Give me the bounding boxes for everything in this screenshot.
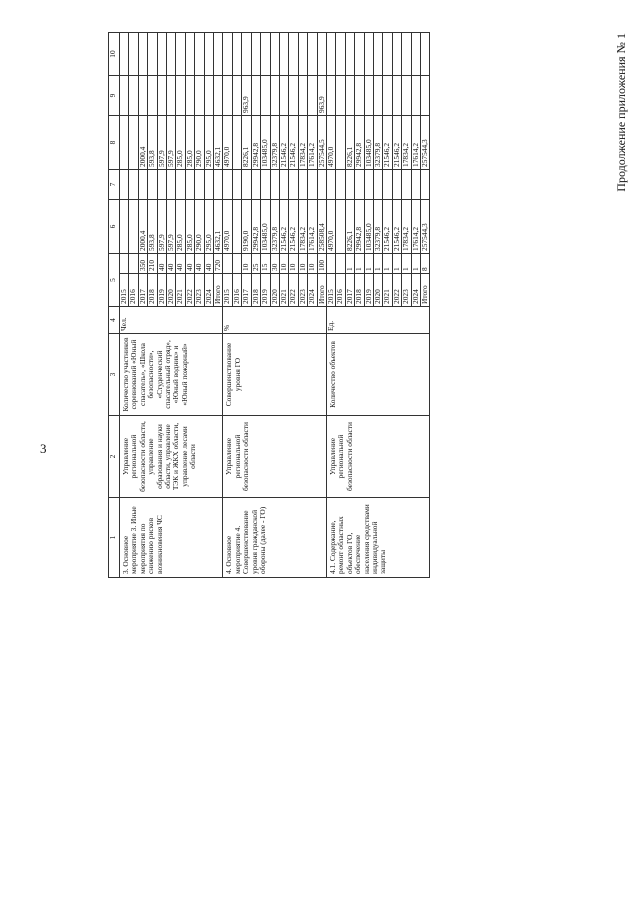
col10-value-cell bbox=[251, 32, 260, 75]
col10-value-cell bbox=[270, 32, 279, 75]
col8-value-cell: 32379,8 bbox=[270, 115, 279, 169]
table-row bbox=[223, 32, 232, 577]
unit-cell: Чел. bbox=[120, 307, 223, 334]
executor-cell: Управление региональной безопасности области bbox=[223, 416, 326, 498]
col10-value-cell bbox=[185, 32, 194, 75]
col10-value-cell bbox=[317, 32, 326, 75]
quantity-cell: 350 bbox=[138, 253, 147, 273]
indicator-cell: Количество участников соревнований «Юный спасатель», «Школа безопасности», «Студенческий спасательный отряд», «Юный водник» и «Юный пожарный» bbox=[120, 334, 223, 416]
quantity-cell: 1 bbox=[392, 253, 401, 273]
header-col-1: 1 bbox=[109, 498, 120, 578]
col6-value-cell: 4970,0 bbox=[326, 199, 335, 253]
col7-value-cell bbox=[157, 169, 166, 199]
table-row bbox=[326, 32, 335, 577]
col7-value-cell bbox=[345, 169, 354, 199]
col7-value-cell bbox=[242, 169, 251, 199]
col7-value-cell bbox=[383, 169, 392, 199]
col10-value-cell bbox=[242, 32, 251, 75]
col6-value-cell: 597,9 bbox=[167, 199, 176, 253]
col8-value-cell: 21546,2 bbox=[383, 115, 392, 169]
col8-value-cell: 295,0 bbox=[204, 115, 213, 169]
year-cell: 2017 bbox=[138, 274, 147, 307]
col6-value-cell: 4970,0 bbox=[223, 199, 232, 253]
col10-value-cell bbox=[383, 32, 392, 75]
col10-value-cell bbox=[204, 32, 213, 75]
col8-value-cell: 103485,0 bbox=[261, 115, 270, 169]
col7-value-cell bbox=[355, 169, 364, 199]
col9-value-cell bbox=[138, 75, 147, 115]
col9-value-cell bbox=[298, 75, 307, 115]
col7-value-cell bbox=[232, 169, 241, 199]
col8-value-cell: 29942,8 bbox=[251, 115, 260, 169]
year-cell: 2019 bbox=[157, 274, 166, 307]
col6-value-cell bbox=[336, 199, 345, 253]
quantity-cell: 40 bbox=[157, 253, 166, 273]
col8-value-cell: 21546,2 bbox=[279, 115, 288, 169]
table-body bbox=[120, 32, 430, 577]
quantity-cell bbox=[223, 253, 232, 273]
col6-value-cell: 103485,0 bbox=[261, 199, 270, 253]
col7-value-cell bbox=[326, 169, 335, 199]
col8-value-cell: 257544,3 bbox=[421, 115, 430, 169]
header-col-8: 8 bbox=[109, 115, 120, 169]
col8-value-cell: 8226,1 bbox=[242, 115, 251, 169]
col10-value-cell bbox=[279, 32, 288, 75]
col9-value-cell bbox=[411, 75, 420, 115]
executor-cell: Управление региональной безопасности области, управление образования и науки области, управление ТЭК и ЖКХ области, управление лесами области bbox=[120, 416, 223, 498]
quantity-cell: 40 bbox=[176, 253, 185, 273]
col6-value-cell: 593,8 bbox=[148, 199, 157, 253]
col9-value-cell bbox=[195, 75, 204, 115]
col8-value-cell: 8226,1 bbox=[345, 115, 354, 169]
year-cell: 2022 bbox=[289, 274, 298, 307]
quantity-cell: 210 bbox=[148, 253, 157, 273]
col6-value-cell: 17834,2 bbox=[402, 199, 411, 253]
col7-value-cell bbox=[148, 169, 157, 199]
col10-value-cell bbox=[261, 32, 270, 75]
col7-value-cell bbox=[270, 169, 279, 199]
col10-value-cell bbox=[167, 32, 176, 75]
col7-value-cell bbox=[167, 169, 176, 199]
quantity-cell: 1 bbox=[345, 253, 354, 273]
year-cell: 2016 bbox=[129, 274, 138, 307]
col10-value-cell bbox=[336, 32, 345, 75]
year-cell: 2019 bbox=[364, 274, 373, 307]
col9-value-cell bbox=[148, 75, 157, 115]
quantity-cell: 25 bbox=[251, 253, 260, 273]
year-cell: 2020 bbox=[270, 274, 279, 307]
col6-value-cell: 285,0 bbox=[176, 199, 185, 253]
year-cell: 2015 bbox=[120, 274, 129, 307]
col9-value-cell bbox=[364, 75, 373, 115]
year-cell: Итого bbox=[214, 274, 223, 307]
header-col-4: 4 bbox=[109, 307, 120, 334]
col10-value-cell bbox=[421, 32, 430, 75]
col9-value-cell bbox=[289, 75, 298, 115]
year-cell: 2020 bbox=[167, 274, 176, 307]
year-cell: 2017 bbox=[242, 274, 251, 307]
col9-value-cell bbox=[223, 75, 232, 115]
year-cell: 2018 bbox=[355, 274, 364, 307]
col6-value-cell: 21546,2 bbox=[392, 199, 401, 253]
col10-value-cell bbox=[129, 32, 138, 75]
col7-value-cell bbox=[195, 169, 204, 199]
col7-value-cell bbox=[185, 169, 194, 199]
col8-value-cell: 257544,5 bbox=[317, 115, 326, 169]
col6-value-cell: 32379,8 bbox=[373, 199, 382, 253]
col8-value-cell: 17834,2 bbox=[402, 115, 411, 169]
unit-cell: Ед. bbox=[326, 307, 429, 334]
measure-name-cell: 3. Основное мероприятие 3. Иные мероприятия по снижению рисков возникновения ЧС bbox=[120, 498, 223, 578]
col8-value-cell: 290,0 bbox=[195, 115, 204, 169]
col6-value-cell: 285,0 bbox=[185, 199, 194, 253]
year-cell: 2015 bbox=[223, 274, 232, 307]
header-col-2: 2 bbox=[109, 416, 120, 498]
col8-value-cell: 597,9 bbox=[167, 115, 176, 169]
indicator-cell: Совершенствование уровня ГО bbox=[223, 334, 326, 416]
table-row bbox=[120, 32, 129, 577]
col6-value-cell: 290,0 bbox=[195, 199, 204, 253]
quantity-cell: 10 bbox=[279, 253, 288, 273]
quantity-cell: 1 bbox=[411, 253, 420, 273]
col10-value-cell bbox=[326, 32, 335, 75]
col9-value-cell bbox=[326, 75, 335, 115]
col6-value-cell: 21546,2 bbox=[383, 199, 392, 253]
year-cell: 2021 bbox=[383, 274, 392, 307]
executor-cell: Управление региональной безопасности области bbox=[326, 416, 429, 498]
col10-value-cell bbox=[411, 32, 420, 75]
col9-value-cell: 963,9 bbox=[242, 75, 251, 115]
year-cell: 2022 bbox=[392, 274, 401, 307]
col9-value-cell bbox=[185, 75, 194, 115]
col9-value-cell bbox=[214, 75, 223, 115]
col7-value-cell bbox=[411, 169, 420, 199]
col9-value-cell bbox=[167, 75, 176, 115]
year-cell: 2023 bbox=[402, 274, 411, 307]
col6-value-cell: 21546,2 bbox=[289, 199, 298, 253]
quantity-cell: 8 bbox=[421, 253, 430, 273]
quantity-cell: 1 bbox=[402, 253, 411, 273]
year-cell: 2015 bbox=[326, 274, 335, 307]
col10-value-cell bbox=[364, 32, 373, 75]
col8-value-cell: 17614,2 bbox=[308, 115, 317, 169]
col10-value-cell bbox=[176, 32, 185, 75]
header-col-9: 9 bbox=[109, 75, 120, 115]
col7-value-cell bbox=[129, 169, 138, 199]
quantity-cell: 1 bbox=[364, 253, 373, 273]
header-col-6: 6 bbox=[109, 199, 120, 253]
col10-value-cell bbox=[402, 32, 411, 75]
quantity-cell bbox=[326, 253, 335, 273]
col10-value-cell bbox=[214, 32, 223, 75]
col8-value-cell: 4632,1 bbox=[214, 115, 223, 169]
col7-value-cell bbox=[317, 169, 326, 199]
col6-value-cell: 17614,2 bbox=[308, 199, 317, 253]
year-cell: 2016 bbox=[336, 274, 345, 307]
col6-value-cell: 258508,4 bbox=[317, 199, 326, 253]
year-cell: 2022 bbox=[185, 274, 194, 307]
quantity-cell: 40 bbox=[167, 253, 176, 273]
col8-value-cell: 17614,2 bbox=[411, 115, 420, 169]
col9-value-cell bbox=[383, 75, 392, 115]
table-header-row bbox=[109, 32, 120, 577]
col7-value-cell bbox=[214, 169, 223, 199]
year-cell: 2023 bbox=[298, 274, 307, 307]
col9-value-cell bbox=[355, 75, 364, 115]
col9-value-cell bbox=[204, 75, 213, 115]
year-cell: 2020 bbox=[373, 274, 382, 307]
indicator-cell: Количество объектов bbox=[326, 334, 429, 416]
year-cell: 2024 bbox=[308, 274, 317, 307]
col6-value-cell: 103485,0 bbox=[364, 199, 373, 253]
col8-value-cell: 21546,2 bbox=[289, 115, 298, 169]
year-cell: 2024 bbox=[411, 274, 420, 307]
quantity-cell: 10 bbox=[308, 253, 317, 273]
col6-value-cell: 29942,8 bbox=[251, 199, 260, 253]
col6-value-cell: 32379,8 bbox=[270, 199, 279, 253]
col9-value-cell bbox=[176, 75, 185, 115]
col7-value-cell bbox=[336, 169, 345, 199]
col9-value-cell bbox=[345, 75, 354, 115]
quantity-cell bbox=[129, 253, 138, 273]
col7-value-cell bbox=[223, 169, 232, 199]
col8-value-cell: 29942,8 bbox=[355, 115, 364, 169]
col10-value-cell bbox=[298, 32, 307, 75]
col7-value-cell bbox=[402, 169, 411, 199]
col9-value-cell bbox=[270, 75, 279, 115]
col10-value-cell bbox=[120, 32, 129, 75]
col7-value-cell bbox=[308, 169, 317, 199]
quantity-cell bbox=[336, 253, 345, 273]
col7-value-cell bbox=[373, 169, 382, 199]
col7-value-cell bbox=[298, 169, 307, 199]
col6-value-cell: 4632,1 bbox=[214, 199, 223, 253]
col9-value-cell: 963,9 bbox=[317, 75, 326, 115]
col10-value-cell bbox=[289, 32, 298, 75]
col6-value-cell: 295,0 bbox=[204, 199, 213, 253]
year-cell: 2024 bbox=[204, 274, 213, 307]
col9-value-cell bbox=[336, 75, 345, 115]
col8-value-cell: 4970,0 bbox=[223, 115, 232, 169]
col7-value-cell bbox=[261, 169, 270, 199]
col7-value-cell bbox=[176, 169, 185, 199]
col9-value-cell bbox=[120, 75, 129, 115]
col10-value-cell bbox=[345, 32, 354, 75]
year-cell: 2016 bbox=[232, 274, 241, 307]
quantity-cell: 10 bbox=[242, 253, 251, 273]
measure-name-cell: 4.1. Содержание, ремонт областных объектов ГО, обеспечение населения средствами индивидуальной защиты bbox=[326, 498, 429, 578]
header-col-3: 3 bbox=[109, 334, 120, 416]
col7-value-cell bbox=[204, 169, 213, 199]
quantity-cell: 1 bbox=[383, 253, 392, 273]
col8-value-cell bbox=[120, 115, 129, 169]
col6-value-cell: 17834,2 bbox=[298, 199, 307, 253]
col9-value-cell bbox=[261, 75, 270, 115]
year-cell: 2023 bbox=[195, 274, 204, 307]
col7-value-cell bbox=[138, 169, 147, 199]
col7-value-cell bbox=[421, 169, 430, 199]
quantity-cell: 1 bbox=[373, 253, 382, 273]
col9-value-cell bbox=[392, 75, 401, 115]
col8-value-cell: 4970,0 bbox=[326, 115, 335, 169]
col6-value-cell: 17614,2 bbox=[411, 199, 420, 253]
year-cell: 2017 bbox=[345, 274, 354, 307]
col7-value-cell bbox=[120, 169, 129, 199]
col8-value-cell: 21546,2 bbox=[392, 115, 401, 169]
col7-value-cell bbox=[364, 169, 373, 199]
year-cell: Итого bbox=[317, 274, 326, 307]
col10-value-cell bbox=[138, 32, 147, 75]
col6-value-cell: 597,9 bbox=[157, 199, 166, 253]
col10-value-cell bbox=[308, 32, 317, 75]
year-cell: 2021 bbox=[176, 274, 185, 307]
col9-value-cell bbox=[279, 75, 288, 115]
year-cell: 2021 bbox=[279, 274, 288, 307]
col8-value-cell: 285,0 bbox=[185, 115, 194, 169]
col6-value-cell: 21546,2 bbox=[279, 199, 288, 253]
year-cell: Итого bbox=[421, 274, 430, 307]
col7-value-cell bbox=[279, 169, 288, 199]
rotated-page-content bbox=[108, 33, 631, 578]
header-col-7: 7 bbox=[109, 169, 120, 199]
quantity-cell: 720 bbox=[214, 253, 223, 273]
col8-value-cell: 285,0 bbox=[176, 115, 185, 169]
col8-value-cell: 17834,2 bbox=[298, 115, 307, 169]
year-cell: 2018 bbox=[251, 274, 260, 307]
col8-value-cell: 32379,8 bbox=[373, 115, 382, 169]
col9-value-cell bbox=[157, 75, 166, 115]
year-cell: 2018 bbox=[148, 274, 157, 307]
col8-value-cell: 103485,0 bbox=[364, 115, 373, 169]
quantity-cell: 10 bbox=[289, 253, 298, 273]
col8-value-cell bbox=[336, 115, 345, 169]
appendix-heading: Продолжение приложения № 1 bbox=[614, 33, 628, 192]
col9-value-cell bbox=[402, 75, 411, 115]
col7-value-cell bbox=[392, 169, 401, 199]
measure-name-cell: 4. Основное мероприятие 4. Совершенствование уровня гражданской обороны (далее - ГО) bbox=[223, 498, 326, 578]
quantity-cell: 40 bbox=[195, 253, 204, 273]
program-table bbox=[108, 32, 430, 578]
col6-value-cell bbox=[120, 199, 129, 253]
quantity-cell: 1 bbox=[355, 253, 364, 273]
col6-value-cell: 8226,1 bbox=[345, 199, 354, 253]
quantity-cell bbox=[120, 253, 129, 273]
quantity-cell: 30 bbox=[270, 253, 279, 273]
unit-cell: % bbox=[223, 307, 326, 334]
quantity-cell: 40 bbox=[185, 253, 194, 273]
col8-value-cell: 2000,4 bbox=[138, 115, 147, 169]
quantity-cell: 100 bbox=[317, 253, 326, 273]
header-col-10: 10 bbox=[109, 32, 120, 75]
year-cell: 2019 bbox=[261, 274, 270, 307]
header-col-5: 5 bbox=[109, 253, 120, 306]
col9-value-cell bbox=[308, 75, 317, 115]
col6-value-cell: 9190,0 bbox=[242, 199, 251, 253]
col9-value-cell bbox=[251, 75, 260, 115]
col6-value-cell: 2000,4 bbox=[138, 199, 147, 253]
col10-value-cell bbox=[148, 32, 157, 75]
col8-value-cell: 593,8 bbox=[148, 115, 157, 169]
col10-value-cell bbox=[392, 32, 401, 75]
col10-value-cell bbox=[223, 32, 232, 75]
col9-value-cell bbox=[129, 75, 138, 115]
col7-value-cell bbox=[251, 169, 260, 199]
col8-value-cell: 597,9 bbox=[157, 115, 166, 169]
col10-value-cell bbox=[232, 32, 241, 75]
col10-value-cell bbox=[373, 32, 382, 75]
quantity-cell: 40 bbox=[204, 253, 213, 273]
col10-value-cell bbox=[195, 32, 204, 75]
col10-value-cell bbox=[355, 32, 364, 75]
col8-value-cell bbox=[129, 115, 138, 169]
col9-value-cell bbox=[421, 75, 430, 115]
col6-value-cell: 257544,3 bbox=[421, 199, 430, 253]
col10-value-cell bbox=[157, 32, 166, 75]
col6-value-cell bbox=[129, 199, 138, 253]
quantity-cell: 10 bbox=[298, 253, 307, 273]
col7-value-cell bbox=[289, 169, 298, 199]
col9-value-cell bbox=[373, 75, 382, 115]
quantity-cell: 15 bbox=[261, 253, 270, 273]
col6-value-cell: 29942,8 bbox=[355, 199, 364, 253]
page-number: 3 bbox=[40, 441, 47, 456]
